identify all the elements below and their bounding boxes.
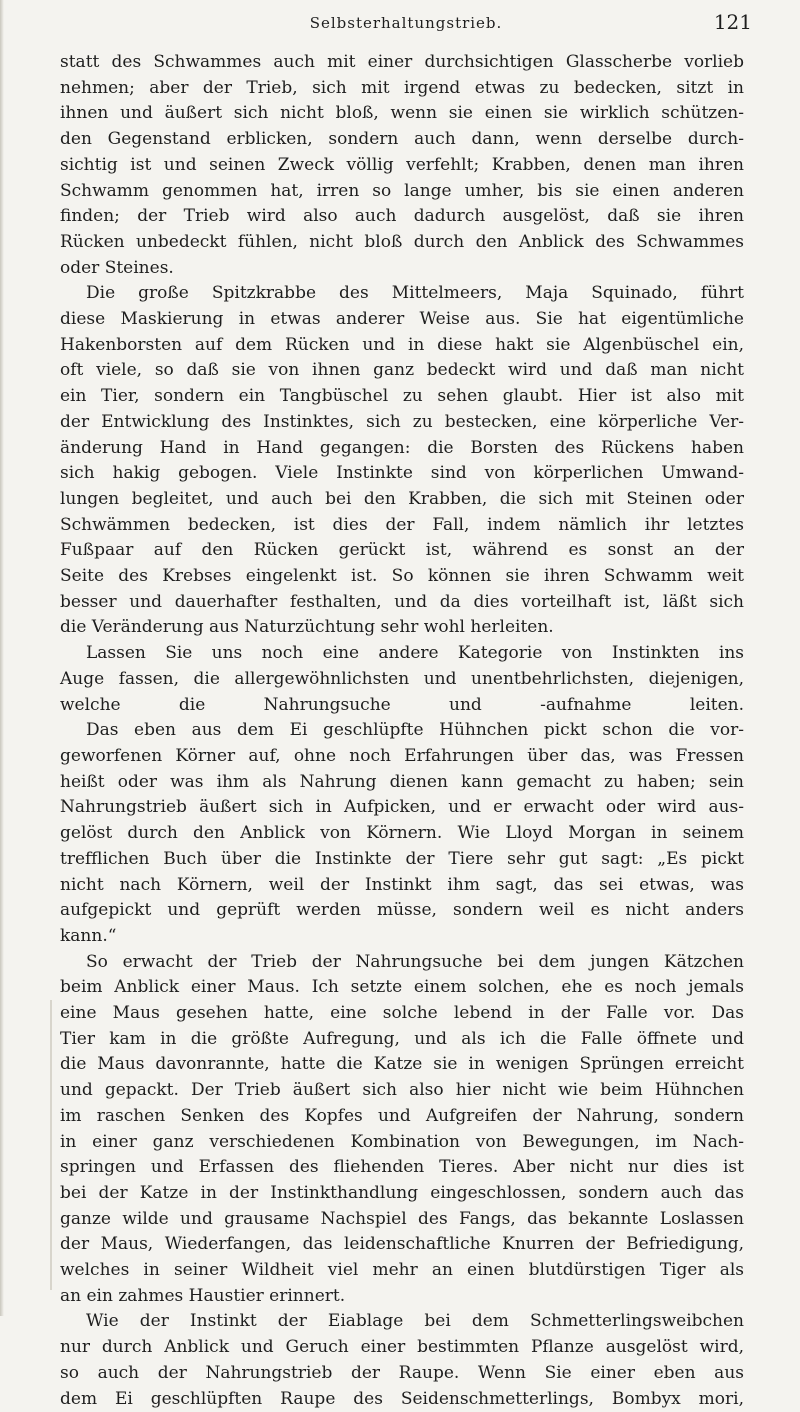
text-line: änderung Hand in Hand gegangen: die Borsten des Rückens haben — [60, 437, 744, 458]
text-line: springen und Erfassen des fliehenden Tieres. Aber nicht nur dies ist — [60, 1157, 744, 1178]
text-line: oft viele, so daß sie von ihnen ganz bedeckt wird und daß man nicht — [60, 360, 744, 381]
text-line: Das eben aus dem Ei geschlüpfte Hühnchen pickt schon die vor- — [86, 720, 744, 741]
text-line: diese Maskierung in etwas anderer Weise aus. Sie hat eigentümliche — [60, 309, 744, 330]
running-head: Selbsterhaltungstrieb. — [309, 14, 503, 32]
binding-mark — [50, 1000, 52, 1290]
text-line: finden; der Trieb wird also auch dadurch ausgelöst, daß sie ihren — [60, 206, 744, 227]
text-line: So erwacht der Trieb der Nahrungsuche bei dem jungen Kätzchen — [86, 951, 744, 972]
text-line: an ein zahmes Haustier erinnert. — [60, 1285, 346, 1306]
text-line: Lassen Sie uns noch eine andere Kategorie von Instinkten ins — [86, 643, 744, 664]
text-line: aufgepickt und geprüft werden müsse, sondern weil es nicht anders — [60, 900, 744, 921]
text-line: gelöst durch den Anblick von Körnern. Wie Lloyd Morgan in seinem — [60, 823, 744, 844]
page-edge-shadow — [0, 0, 4, 1316]
text-line: Hakenborsten auf dem Rücken und in diese hakt sie Algenbüschel ein, — [60, 334, 744, 355]
text-line: Schwämmen bedecken, ist dies der Fall, indem nämlich ihr letztes — [60, 514, 744, 535]
text-line: heißt oder was ihm als Nahrung dienen kann gemacht zu haben; sein — [60, 771, 744, 792]
text-line: geworfenen Körner auf, ohne noch Erfahrungen über das, was Fressen — [60, 745, 744, 766]
text-line: sichtig ist und seinen Zweck völlig verfehlt; Krabben, denen man ihren — [60, 154, 744, 175]
text-line: Rücken unbedeckt fühlen, nicht bloß durch den Anblick des Schwammes — [60, 231, 744, 252]
text-line: so auch der Nahrungstrieb der Raupe. Wenn Sie einer eben aus — [60, 1362, 744, 1383]
text-line: den Gegenstand erblicken, sondern auch dann, wenn derselbe durch- — [60, 129, 744, 150]
text-line: sich hakig gebogen. Viele Instinkte sind von körperlichen Umwand- — [60, 463, 744, 484]
text-line: Die große Spitzkrabbe des Mittelmeers, Maja Squinado, führt — [86, 283, 744, 304]
text-line: in einer ganz verschiedenen Kombination von Bewegungen, im Nach- — [60, 1131, 744, 1152]
text-line: nur durch Anblick und Geruch einer bestimmten Pflanze ausgelöst wird, — [60, 1337, 744, 1358]
text-line: oder Steines. — [60, 257, 174, 278]
text-line: nehmen; aber der Trieb, sich mit irgend etwas zu bedecken, sitzt in — [60, 77, 744, 98]
text-line: und gepackt. Der Trieb äußert sich also hier nicht wie beim Hühnchen — [60, 1080, 744, 1101]
text-line: Nahrungstrieb äußert sich in Aufpicken, und er erwacht oder wird aus- — [60, 797, 744, 818]
text-line: Seite des Krebses eingelenkt ist. So können sie ihren Schwamm weit — [60, 566, 744, 587]
text-line: dem Ei geschlüpften Raupe des Seidenschmetterlings, Bombyx mori, — [60, 1388, 744, 1409]
text-line: ganze wilde und grausame Nachspiel des Fangs, das bekannte Loslassen — [60, 1208, 744, 1229]
text-line: lungen begleitet, und auch bei den Krabben, die sich mit Steinen oder — [60, 488, 744, 509]
text-line: Fußpaar auf den Rücken gerückt ist, während es sonst an der — [60, 540, 744, 561]
text-line: kann.“ — [60, 925, 117, 946]
text-line: Wie der Instinkt der Eiablage bei dem Schmetterlingsweibchen — [86, 1311, 744, 1332]
text-line: im raschen Senken des Kopfes und Aufgreifen der Nahrung, sondern — [60, 1105, 744, 1126]
text-line: die Maus davonrannte, hatte die Katze sie in wenigen Sprüngen erreicht — [60, 1054, 744, 1075]
text-line: bei der Katze in der Instinkthandlung eingeschlossen, sondern auch das — [60, 1182, 744, 1203]
text-line: ihnen und äußert sich nicht bloß, wenn sie einen sie wirklich schützen- — [60, 103, 744, 124]
text-line: nicht nach Körnern, weil der Instinkt ihm sagt, das sei etwas, was — [60, 874, 744, 895]
text-line: eine Maus gesehen hatte, eine solche lebend in der Falle vor. Das — [60, 1003, 744, 1024]
text-line: die Veränderung aus Naturzüchtung sehr wohl herleiten. — [60, 617, 554, 638]
text-line: Tier kam in die größte Aufregung, und als ich die Falle öffnete und — [60, 1028, 744, 1049]
text-line: besser und dauerhafter festhalten, und da dies vorteilhaft ist, läßt sich — [60, 591, 744, 612]
text-line: trefflichen Buch über die Instinkte der Tiere sehr gut sagt: „Es pickt — [60, 848, 744, 869]
text-line: statt des Schwammes auch mit einer durchsichtigen Glasscherbe vorlieb — [60, 52, 744, 72]
text-line: Auge fassen, die allergewöhnlichsten und unentbehrlichsten, diejenigen, — [60, 668, 744, 689]
text-line: beim Anblick einer Maus. Ich setzte einem solchen, ehe es noch jemals — [60, 977, 744, 998]
page-header — [60, 8, 752, 40]
text-line: welches in seiner Wildheit viel mehr an einen blutdürstigen Tiger als — [60, 1260, 744, 1281]
text-line: welche die Nahrungsuche und -aufnahme leiten. — [60, 694, 744, 715]
text-line: der Entwicklung des Instinktes, sich zu bestecken, eine körperliche Ver- — [60, 411, 744, 432]
text-line: ein Tier, sondern ein Tangbüschel zu sehen glaubt. Hier ist also mit — [60, 386, 744, 407]
page-number: 121 — [713, 10, 752, 34]
text-line: Schwamm genommen hat, irren so lange umher, bis sie einen anderen — [60, 180, 744, 201]
text-line: der Maus, Wiederfangen, das leidenschaftliche Knurren der Befriedigung, — [60, 1234, 744, 1255]
body-text — [60, 50, 744, 1412]
